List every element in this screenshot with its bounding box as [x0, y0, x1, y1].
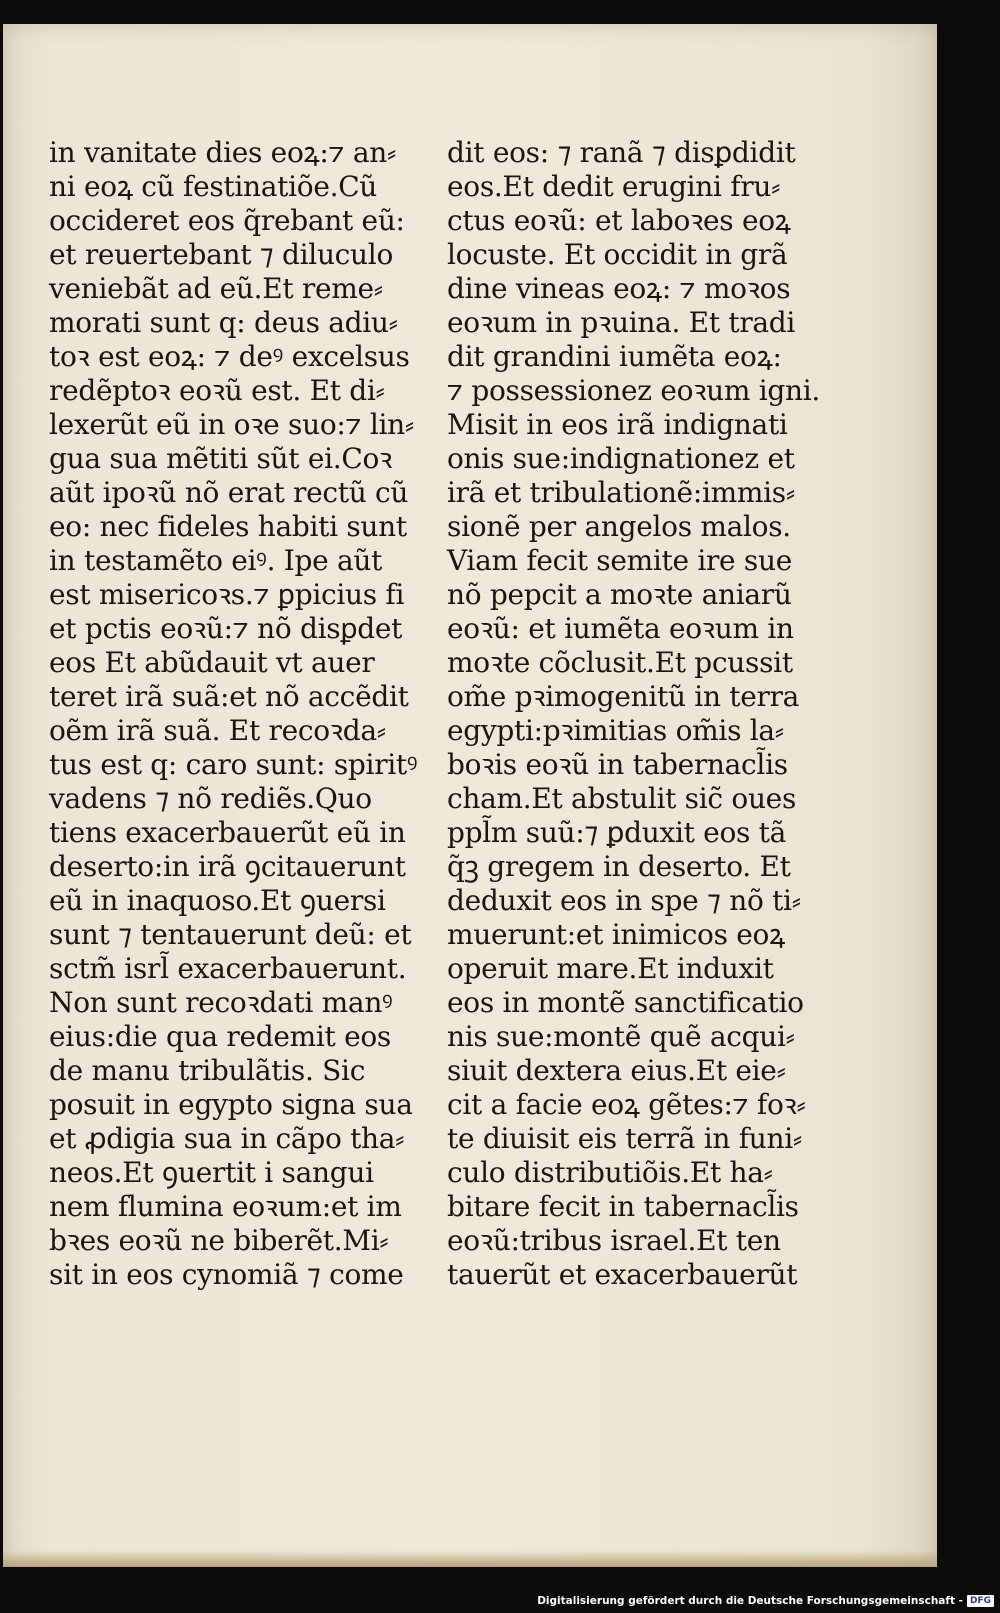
- text-line: Misit in eos irã indignati: [447, 408, 788, 441]
- book-page: [3, 24, 937, 1567]
- text-line: veniebãt ad eũ.Et reme⸗: [49, 272, 383, 305]
- text-line: Viam fecit semite ire sue: [447, 544, 793, 577]
- text-line: egypti:pꝛimitias om̃is la⸗: [447, 714, 784, 747]
- text-line: cham.Et abstulit sic̃ oues: [447, 782, 797, 815]
- text-line: sit in eos cynomiã ⁊ come: [49, 1258, 404, 1291]
- text-line: et pctis eoꝛũ:⁊ nõ disꝑdet: [49, 612, 403, 645]
- text-line: tus est q: caro sunt: spiritꝰ: [49, 748, 418, 781]
- text-line: eos in montẽ sanctificatio: [447, 986, 804, 1019]
- text-line: eũ in inaquoso.Et ꝯuersi: [49, 884, 386, 917]
- text-line: dit eos: ⁊ ranã ⁊ disꝑdidit: [447, 136, 796, 169]
- text-line: eoꝛum in pꝛuina. Et tradi: [447, 306, 796, 339]
- text-line: bitare fecit in tabernacl̃is: [447, 1190, 799, 1223]
- text-line: de manu tribulãtis. Sic: [49, 1054, 366, 1087]
- text-line: est misericoꝛs.⁊ ꝑpicius fi: [49, 578, 405, 611]
- text-line: dit grandini iumẽta eoꝝ:: [447, 340, 782, 373]
- text-line: toꝛ est eoꝝ: ⁊ deꝰ excelsus: [49, 340, 410, 373]
- text-line: operuit mare.Et induxit: [447, 952, 774, 985]
- text-line: cit a facie eoꝝ gẽtes:⁊ foꝛ⸗: [447, 1088, 806, 1121]
- text-line: om̃e pꝛimogenitũ in terra: [447, 680, 800, 713]
- text-line: ppl̃m suũ:⁊ ꝑduxit eos tã: [447, 816, 787, 849]
- text-line: irã et tribulationẽ:immis⸗: [447, 476, 795, 509]
- text-line: eo: nec fideles habiti sunt: [49, 510, 407, 543]
- text-line: neos.Et ꝯuertit i sangui: [49, 1156, 374, 1189]
- text-line: in testamẽto eiꝰ. Ipe aũt: [49, 544, 383, 577]
- text-line: te diuisit eis terrã in funi⸗: [447, 1122, 802, 1155]
- text-line: siuit dextera eius.Et eie⸗: [447, 1054, 786, 1087]
- text-line: Non sunt recoꝛdati manꝰ: [49, 986, 393, 1019]
- funding-credit: Digitalisierung gefördert durch die Deutsche Forschungsgemeinschaft -: [537, 1595, 963, 1607]
- text-line: q̃ꝫ gregem in deserto. Et: [447, 850, 791, 883]
- text-line: nõ pepcit a moꝛte aniarũ: [447, 578, 792, 611]
- text-line: dine vineas eoꝝ: ⁊ moꝛos: [447, 272, 791, 305]
- text-line: posuit in egypto signa sua: [49, 1088, 413, 1121]
- text-line: occideret eos q̃rebant eũ:: [49, 204, 405, 237]
- text-line: boꝛis eoꝛũ in tabernacl̃is: [447, 748, 788, 781]
- text-line: teret irã suã:et nõ accẽdit: [49, 680, 409, 713]
- text-line: morati sunt q: deus adiu⸗: [49, 306, 398, 339]
- text-line: bꝛes eoꝛũ ne biberẽt.Mi⸗: [49, 1224, 389, 1257]
- text-line: ⁊ possessionez eoꝛum igni.: [447, 374, 820, 407]
- text-line: locuste. Et occidit in grã: [447, 238, 788, 271]
- text-line: aũt ipoꝛũ nõ erat rectũ cũ: [49, 476, 409, 509]
- text-line: eoꝛũ:tribus israel.Et ten: [447, 1224, 781, 1257]
- text-line: redẽptoꝛ eoꝛũ est. Et di⸗: [49, 374, 385, 407]
- text-line: sctm̃ isrl̃ exacerbauerunt.: [49, 952, 407, 985]
- text-line: muerunt:et inimicos eoꝝ: [447, 918, 785, 951]
- text-line: deduxit eos in spe ⁊ nõ ti⸗: [447, 884, 801, 917]
- text-line: gua sua mẽtiti sũt ei.Coꝛ: [49, 442, 393, 475]
- text-line: eoꝛũ: et iumẽta eoꝛum in: [447, 612, 794, 645]
- text-line: sionẽ per angelos malos.: [447, 510, 791, 543]
- text-line: sunt ⁊ tentauerunt deũ: et: [49, 918, 412, 951]
- text-line: in vanitate dies eoꝝ:⁊ an⸗: [49, 136, 396, 169]
- text-line: lexerũt eũ in oꝛe suo:⁊ lin⸗: [49, 408, 414, 441]
- dfg-logo: DFG: [967, 1595, 994, 1607]
- text-line: moꝛte cõclusit.Et pcussit: [447, 646, 793, 679]
- text-line: tauerũt et exacerbauerũt: [447, 1258, 798, 1291]
- left-text-column: [49, 136, 429, 1292]
- text-line: culo distributiõis.Et ha⸗: [447, 1156, 773, 1189]
- text-line: vadens ⁊ nõ rediẽs.Quo: [49, 782, 372, 815]
- text-line: tiens exacerbauerũt eũ in: [49, 816, 406, 849]
- text-line: ni eoꝝ cũ festinatiõe.Cũ: [49, 170, 378, 203]
- text-line: eius:die qua redemit eos: [49, 1020, 391, 1053]
- text-line: oẽm irã suã. Et recoꝛda⸗: [49, 714, 386, 747]
- text-line: nis sue:montẽ quẽ acqui⸗: [447, 1020, 795, 1053]
- digitization-footer: [537, 1592, 994, 1610]
- text-line: et ꝓdigia sua in cãpo tha⸗: [49, 1122, 405, 1155]
- text-line: et reuertebant ⁊ diluculo: [49, 238, 394, 271]
- text-line: nem flumina eoꝛum:et im: [49, 1190, 402, 1223]
- text-line: eos.Et dedit erugini fru⸗: [447, 170, 781, 203]
- text-line: onis sue:indignationez et: [447, 442, 795, 475]
- right-text-column: [447, 136, 827, 1292]
- text-line: ctus eoꝛũ: et laboꝛes eoꝝ: [447, 204, 791, 237]
- text-line: deserto:in irã ꝯcitauerunt: [49, 850, 406, 883]
- text-line: eos Et abũdauit vt auer: [49, 646, 375, 679]
